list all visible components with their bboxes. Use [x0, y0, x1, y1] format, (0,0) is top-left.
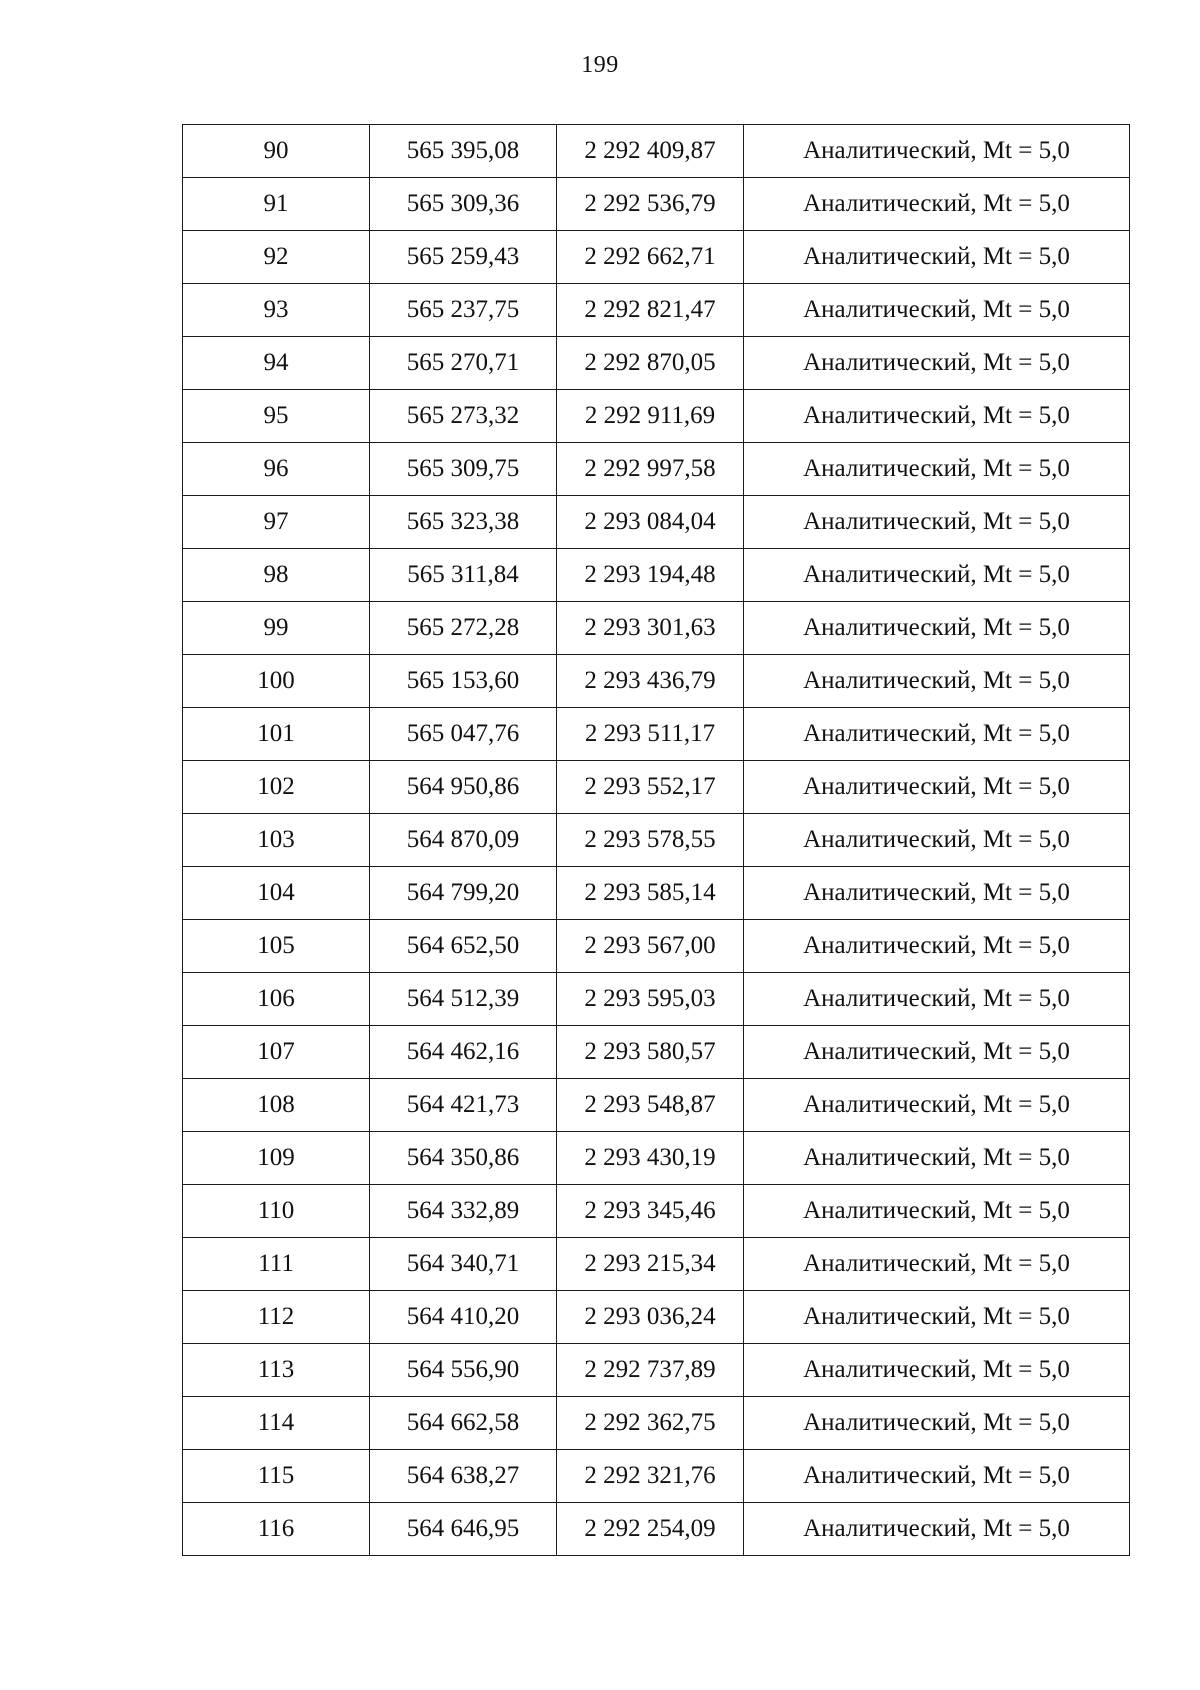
table-row — [183, 1397, 1130, 1450]
method-cell: Аналитический, Mt = 5,0 — [744, 761, 1130, 814]
y-coordinate-cell: 2 293 301,63 — [557, 602, 744, 655]
table-row — [183, 1503, 1130, 1556]
point-number-cell: 96 — [183, 443, 370, 496]
y-coordinate-cell: 2 292 321,76 — [557, 1450, 744, 1503]
y-coordinate-cell: 2 292 536,79 — [557, 178, 744, 231]
coordinates-table — [182, 124, 1130, 1556]
x-coordinate-cell: 564 950,86 — [370, 761, 557, 814]
y-coordinate-cell: 2 293 585,14 — [557, 867, 744, 920]
table-row — [183, 496, 1130, 549]
x-coordinate-cell: 565 395,08 — [370, 125, 557, 178]
y-coordinate-cell: 2 293 580,57 — [557, 1026, 744, 1079]
x-coordinate-cell: 565 311,84 — [370, 549, 557, 602]
point-number-cell: 101 — [183, 708, 370, 761]
x-coordinate-cell: 564 332,89 — [370, 1185, 557, 1238]
x-coordinate-cell: 564 421,73 — [370, 1079, 557, 1132]
point-number-cell: 110 — [183, 1185, 370, 1238]
table-row — [183, 1079, 1130, 1132]
point-number-cell: 91 — [183, 178, 370, 231]
method-cell: Аналитический, Mt = 5,0 — [744, 814, 1130, 867]
y-coordinate-cell: 2 293 578,55 — [557, 814, 744, 867]
y-coordinate-cell: 2 293 567,00 — [557, 920, 744, 973]
x-coordinate-cell: 564 646,95 — [370, 1503, 557, 1556]
y-coordinate-cell: 2 292 821,47 — [557, 284, 744, 337]
y-coordinate-cell: 2 293 552,17 — [557, 761, 744, 814]
table-row — [183, 814, 1130, 867]
point-number-cell: 112 — [183, 1291, 370, 1344]
x-coordinate-cell: 564 652,50 — [370, 920, 557, 973]
method-cell: Аналитический, Mt = 5,0 — [744, 867, 1130, 920]
method-cell: Аналитический, Mt = 5,0 — [744, 1397, 1130, 1450]
method-cell: Аналитический, Mt = 5,0 — [744, 1450, 1130, 1503]
table-row — [183, 1238, 1130, 1291]
point-number-cell: 93 — [183, 284, 370, 337]
x-coordinate-cell: 565 309,75 — [370, 443, 557, 496]
y-coordinate-cell: 2 293 036,24 — [557, 1291, 744, 1344]
x-coordinate-cell: 564 462,16 — [370, 1026, 557, 1079]
method-cell: Аналитический, Mt = 5,0 — [744, 920, 1130, 973]
point-number-cell: 100 — [183, 655, 370, 708]
method-cell: Аналитический, Mt = 5,0 — [744, 231, 1130, 284]
y-coordinate-cell: 2 292 737,89 — [557, 1344, 744, 1397]
method-cell: Аналитический, Mt = 5,0 — [744, 443, 1130, 496]
point-number-cell: 94 — [183, 337, 370, 390]
method-cell: Аналитический, Mt = 5,0 — [744, 602, 1130, 655]
y-coordinate-cell: 2 293 430,19 — [557, 1132, 744, 1185]
y-coordinate-cell: 2 293 436,79 — [557, 655, 744, 708]
y-coordinate-cell: 2 293 215,34 — [557, 1238, 744, 1291]
method-cell: Аналитический, Mt = 5,0 — [744, 549, 1130, 602]
table-row — [183, 1185, 1130, 1238]
point-number-cell: 114 — [183, 1397, 370, 1450]
point-number-cell: 108 — [183, 1079, 370, 1132]
table-row — [183, 231, 1130, 284]
x-coordinate-cell: 565 237,75 — [370, 284, 557, 337]
point-number-cell: 99 — [183, 602, 370, 655]
method-cell: Аналитический, Mt = 5,0 — [744, 655, 1130, 708]
method-cell: Аналитический, Mt = 5,0 — [744, 708, 1130, 761]
point-number-cell: 97 — [183, 496, 370, 549]
y-coordinate-cell: 2 292 409,87 — [557, 125, 744, 178]
point-number-cell: 95 — [183, 390, 370, 443]
point-number-cell: 116 — [183, 1503, 370, 1556]
method-cell: Аналитический, Mt = 5,0 — [744, 1132, 1130, 1185]
x-coordinate-cell: 565 272,28 — [370, 602, 557, 655]
x-coordinate-cell: 564 340,71 — [370, 1238, 557, 1291]
point-number-cell: 104 — [183, 867, 370, 920]
y-coordinate-cell: 2 293 548,87 — [557, 1079, 744, 1132]
x-coordinate-cell: 565 323,38 — [370, 496, 557, 549]
point-number-cell: 90 — [183, 125, 370, 178]
point-number-cell: 106 — [183, 973, 370, 1026]
coordinates-table-body — [183, 125, 1130, 1556]
table-row — [183, 708, 1130, 761]
point-number-cell: 107 — [183, 1026, 370, 1079]
x-coordinate-cell: 565 273,32 — [370, 390, 557, 443]
x-coordinate-cell: 565 259,43 — [370, 231, 557, 284]
table-row — [183, 1026, 1130, 1079]
method-cell: Аналитический, Mt = 5,0 — [744, 1291, 1130, 1344]
y-coordinate-cell: 2 293 345,46 — [557, 1185, 744, 1238]
table-row — [183, 1344, 1130, 1397]
x-coordinate-cell: 564 799,20 — [370, 867, 557, 920]
table-row — [183, 443, 1130, 496]
table-row — [183, 549, 1130, 602]
method-cell: Аналитический, Mt = 5,0 — [744, 496, 1130, 549]
method-cell: Аналитический, Mt = 5,0 — [744, 973, 1130, 1026]
y-coordinate-cell: 2 292 870,05 — [557, 337, 744, 390]
table-row — [183, 337, 1130, 390]
y-coordinate-cell: 2 292 997,58 — [557, 443, 744, 496]
point-number-cell: 92 — [183, 231, 370, 284]
y-coordinate-cell: 2 293 084,04 — [557, 496, 744, 549]
table-row — [183, 920, 1130, 973]
method-cell: Аналитический, Mt = 5,0 — [744, 125, 1130, 178]
x-coordinate-cell: 565 309,36 — [370, 178, 557, 231]
y-coordinate-cell: 2 293 595,03 — [557, 973, 744, 1026]
y-coordinate-cell: 2 292 911,69 — [557, 390, 744, 443]
point-number-cell: 111 — [183, 1238, 370, 1291]
table-row — [183, 1450, 1130, 1503]
x-coordinate-cell: 565 047,76 — [370, 708, 557, 761]
y-coordinate-cell: 2 293 194,48 — [557, 549, 744, 602]
x-coordinate-cell: 564 410,20 — [370, 1291, 557, 1344]
table-row — [183, 1132, 1130, 1185]
table-row — [183, 125, 1130, 178]
method-cell: Аналитический, Mt = 5,0 — [744, 1344, 1130, 1397]
y-coordinate-cell: 2 292 662,71 — [557, 231, 744, 284]
method-cell: Аналитический, Mt = 5,0 — [744, 178, 1130, 231]
y-coordinate-cell: 2 292 254,09 — [557, 1503, 744, 1556]
table-row — [183, 867, 1130, 920]
method-cell: Аналитический, Mt = 5,0 — [744, 390, 1130, 443]
point-number-cell: 98 — [183, 549, 370, 602]
method-cell: Аналитический, Mt = 5,0 — [744, 1079, 1130, 1132]
point-number-cell: 105 — [183, 920, 370, 973]
point-number-cell: 102 — [183, 761, 370, 814]
table-row — [183, 178, 1130, 231]
method-cell: Аналитический, Mt = 5,0 — [744, 337, 1130, 390]
table-row — [183, 655, 1130, 708]
x-coordinate-cell: 565 153,60 — [370, 655, 557, 708]
method-cell: Аналитический, Mt = 5,0 — [744, 1238, 1130, 1291]
table-row — [183, 284, 1130, 337]
table-row — [183, 973, 1130, 1026]
table-row — [183, 761, 1130, 814]
table-row — [183, 390, 1130, 443]
x-coordinate-cell: 564 512,39 — [370, 973, 557, 1026]
x-coordinate-cell: 564 870,09 — [370, 814, 557, 867]
point-number-cell: 109 — [183, 1132, 370, 1185]
point-number-cell: 115 — [183, 1450, 370, 1503]
point-number-cell: 113 — [183, 1344, 370, 1397]
table-row — [183, 602, 1130, 655]
x-coordinate-cell: 564 638,27 — [370, 1450, 557, 1503]
method-cell: Аналитический, Mt = 5,0 — [744, 1503, 1130, 1556]
x-coordinate-cell: 564 556,90 — [370, 1344, 557, 1397]
page-number: 199 — [581, 52, 619, 78]
point-number-cell: 103 — [183, 814, 370, 867]
method-cell: Аналитический, Mt = 5,0 — [744, 1026, 1130, 1079]
y-coordinate-cell: 2 292 362,75 — [557, 1397, 744, 1450]
method-cell: Аналитический, Mt = 5,0 — [744, 1185, 1130, 1238]
x-coordinate-cell: 564 350,86 — [370, 1132, 557, 1185]
method-cell: Аналитический, Mt = 5,0 — [744, 284, 1130, 337]
x-coordinate-cell: 565 270,71 — [370, 337, 557, 390]
x-coordinate-cell: 564 662,58 — [370, 1397, 557, 1450]
table-row — [183, 1291, 1130, 1344]
y-coordinate-cell: 2 293 511,17 — [557, 708, 744, 761]
